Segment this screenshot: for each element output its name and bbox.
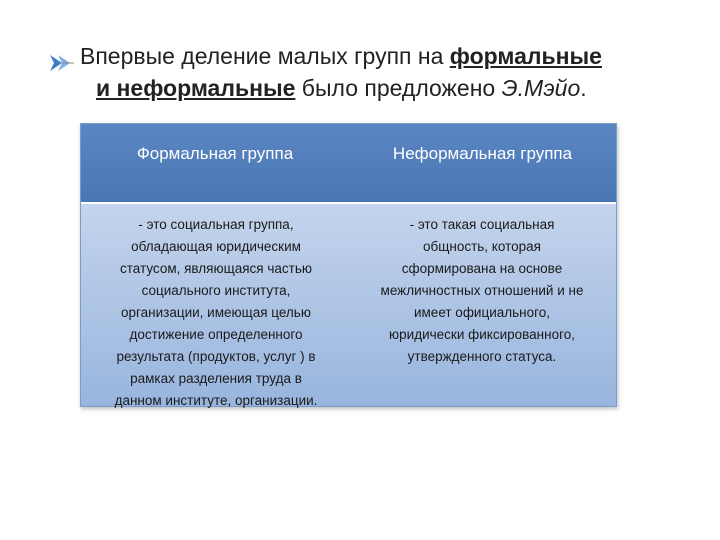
cell-line: достижение определенного [129,327,303,342]
cell-line: юридически фиксированного, [389,327,575,342]
heading-end: . [580,75,587,101]
cell-line: утвержденного статуса. [407,349,557,364]
cell-formal-definition [85,214,347,412]
cell-line: сформирована на основе [401,261,563,276]
cell-line: - это такая социальная [409,217,555,232]
cell-line: результата (продуктов, услуг ) в [116,349,316,364]
heading-bold-informal: и неформальные [96,75,296,101]
cell-informal-definition [351,214,613,368]
cell-line: социального института, [141,283,291,298]
cell-line: данном институте, организации. [114,393,318,408]
table-body-row [81,204,616,406]
heading-author: Э.Мэйо [501,75,581,101]
cell-line: - это социальная группа, [138,217,294,232]
cell-line: имеет официального, [413,305,551,320]
heading-bold-formal: формальные [449,43,602,69]
slide-heading [48,40,688,104]
table-header-row [81,124,616,204]
cell-line: организации, имеющая целью [121,305,311,320]
arrow-bullet-icon [48,48,74,66]
heading-line-1 [48,43,602,69]
cell-line: рамках разделения труда в [130,371,302,386]
cell-line: общность, которая [423,239,541,254]
cell-line: статусом, являющаяся частью [120,261,312,276]
heading-part2: было предложено [295,75,502,101]
header-informal-group: Неформальная группа [392,144,573,163]
cell-line: обладающая юридическим [131,239,301,254]
heading-line-2 [48,72,688,104]
heading-part1: Впервые деление малых групп на [80,43,450,69]
comparison-table [80,123,617,407]
header-formal-group: Формальная группа [136,144,294,163]
cell-line: межличностных отношений и не [380,283,584,298]
